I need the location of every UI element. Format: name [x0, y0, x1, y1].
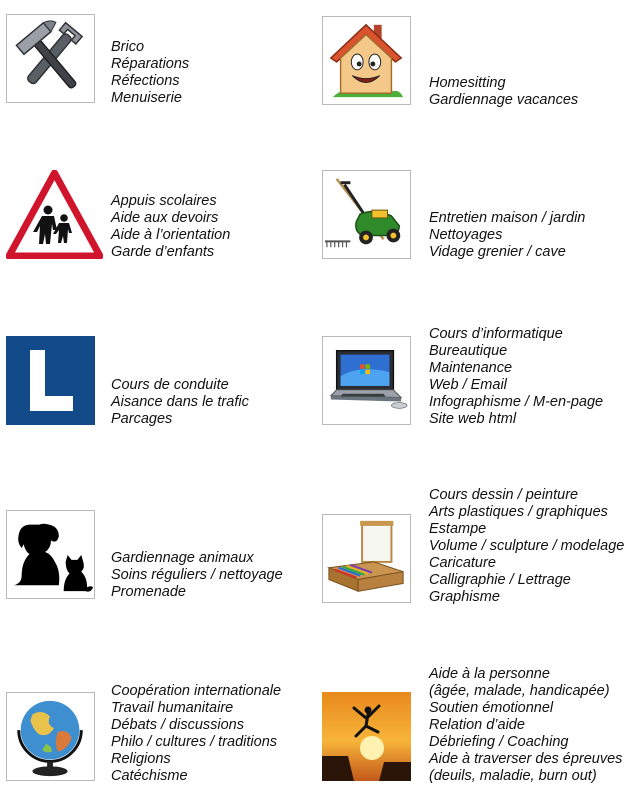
service-line: Maintenance: [429, 360, 513, 376]
service-line: Entretien maison / jardin: [429, 210, 586, 226]
tools-icon: [6, 14, 95, 103]
service-conduite-lines: [111, 377, 249, 428]
service-line: Gardiennage vacances: [429, 92, 579, 108]
service-brico-lines: [111, 39, 189, 107]
service-line: Homesitting: [429, 75, 506, 91]
service-line: Volume / sculpture / modelage: [429, 538, 625, 554]
service-line: Infographisme / M-en-page: [429, 394, 604, 410]
service-line: Religions: [111, 751, 171, 767]
service-scolaire-lines: [111, 193, 230, 261]
service-line: Brico: [111, 39, 145, 55]
service-line: Réfections: [111, 73, 180, 89]
service-line: Coopération internationale: [111, 683, 282, 699]
service-line: Débats / discussions: [111, 717, 244, 733]
service-line: Soutien émotionnel: [429, 700, 554, 716]
service-line: Débriefing / Coaching: [429, 734, 569, 750]
service-line: (deuils, maladie, burn out): [429, 768, 597, 784]
smiling-house-icon: [322, 16, 411, 105]
service-line: Cours de conduite: [111, 377, 229, 393]
jumping-person-sunset-icon: [322, 692, 411, 781]
service-line: Aide à traverser des épreuves: [429, 751, 623, 767]
service-line: Relation d’aide: [429, 717, 525, 733]
service-line: Cours dessin / peinture: [429, 487, 579, 503]
service-line: Aide aux devoirs: [111, 210, 219, 226]
service-animaux-lines: [111, 550, 283, 601]
service-line: Travail humanitaire: [111, 700, 234, 716]
service-homesitting-lines: [429, 75, 578, 109]
learner-driver-l-icon: [6, 336, 95, 425]
service-line: Aide à la personne: [429, 666, 550, 682]
service-line: Soins réguliers / nettoyage: [111, 567, 283, 583]
service-personne-lines: [429, 666, 622, 785]
service-line: Estampe: [429, 521, 487, 537]
service-dessin-lines: [429, 487, 624, 606]
service-line: Calligraphie / Lettrage: [429, 572, 571, 588]
service-cooperation-lines: [111, 683, 281, 785]
service-line: Site web html: [429, 411, 517, 427]
lawnmower-rake-icon: [322, 170, 411, 259]
service-line: (âgée, malade, handicapée): [429, 683, 610, 699]
service-line: Aisance dans le trafic: [111, 394, 249, 410]
service-line: Garde d’enfants: [111, 244, 215, 260]
service-line: Caricature: [429, 555, 496, 571]
service-line: Aide à l’orientation: [111, 227, 231, 243]
service-line: Arts plastiques / graphiques: [429, 504, 608, 520]
easel-paint-box-icon: [322, 514, 411, 603]
dog-cat-silhouette-icon: [6, 510, 95, 599]
service-line: Bureautique: [429, 343, 508, 359]
service-line: Gardiennage animaux: [111, 550, 254, 566]
service-line: Appuis scolaires: [111, 193, 217, 209]
service-line: Philo / cultures / traditions: [111, 734, 278, 750]
service-line: Catéchisme: [111, 768, 188, 784]
service-jardin-lines: [429, 210, 585, 261]
children-crossing-sign-icon: [6, 170, 103, 259]
service-line: Web / Email: [429, 377, 507, 393]
service-line: Menuiserie: [111, 90, 182, 106]
service-line: Réparations: [111, 56, 190, 72]
service-line: Nettoyages: [429, 227, 503, 243]
service-line: Promenade: [111, 584, 186, 600]
globe-icon: [6, 692, 95, 781]
service-line: Cours d’informatique: [429, 326, 563, 342]
laptop-icon: [322, 336, 411, 425]
service-line: Graphisme: [429, 589, 500, 605]
service-informatique-lines: [429, 326, 603, 428]
service-line: Parcages: [111, 411, 173, 427]
service-line: Vidage grenier / cave: [429, 244, 566, 260]
